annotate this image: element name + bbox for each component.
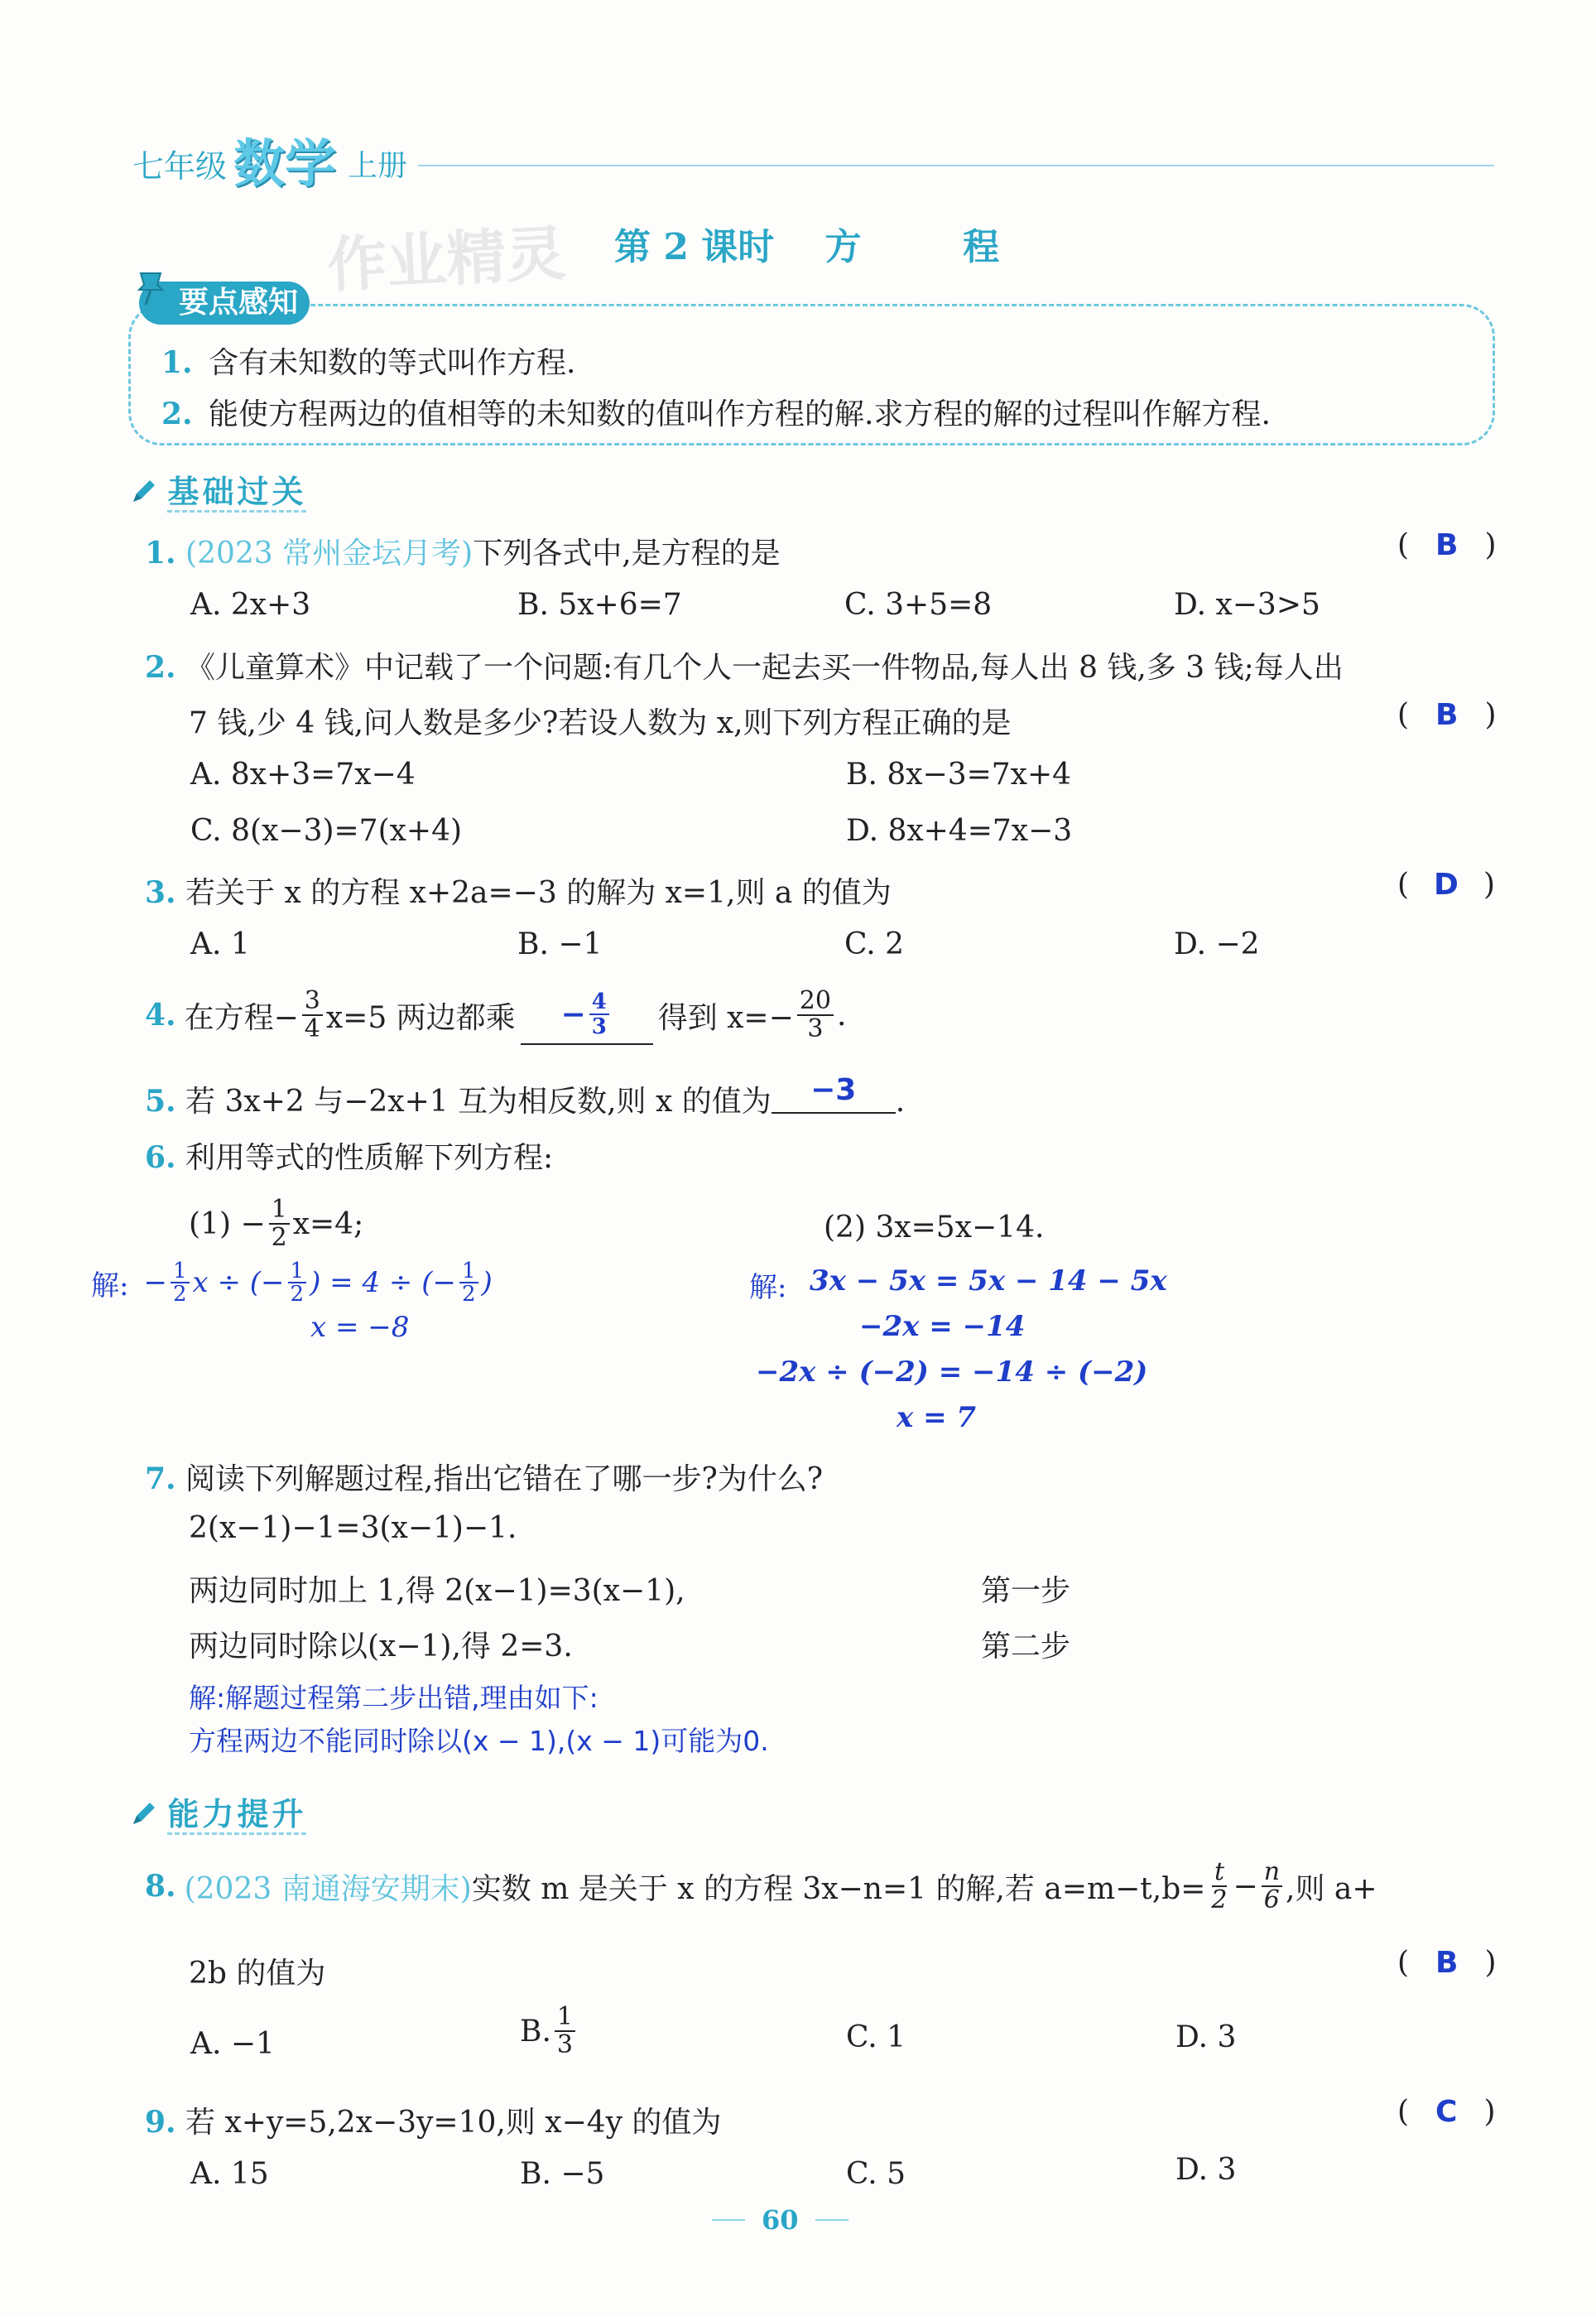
q6-solution-2-line1: 3x − 5x = 5x − 14 − 5x — [810, 1264, 1167, 1298]
q9-option-d: D. 3 — [1175, 2153, 1237, 2187]
grade-label: 七年级 — [132, 148, 228, 185]
basic-section-tag — [128, 466, 306, 514]
pencil-icon — [128, 1799, 158, 1837]
q1-option-b: B. 5x+6=7 — [517, 588, 682, 622]
q6-solution-2-line3: −2x ÷ (−2) = −14 ÷ (−2) — [756, 1355, 1148, 1389]
q7-solution-line2: 方程两边不能同时除以(x − 1),(x − 1)可能为0. — [189, 1725, 769, 1757]
answer-paren-8: ( B ) — [1397, 1946, 1497, 1980]
q7-equation: 2(x−1)−1=3(x−1)−1. — [189, 1511, 517, 1545]
q9-option-c: C. 5 — [846, 2157, 906, 2191]
lesson-title: 第 2 课时 方 程 — [614, 226, 1000, 268]
answer-paren-9: ( C ) — [1397, 2095, 1496, 2129]
footer-dash-left — [712, 2219, 745, 2221]
q8-option-a: A. −1 — [190, 2027, 275, 2061]
q8-option-d: D. 3 — [1175, 2020, 1237, 2054]
answer-paren-3: ( D ) — [1397, 868, 1495, 902]
q2-option-b: B. 8x−3=7x+4 — [846, 758, 1072, 792]
key-point-2: 2. 能使方程两边的值相等的未知数的值叫作方程的解.求方程的解的过程叫作解方程. — [161, 397, 1271, 431]
q6-solution-1: 解: − $\frac{1}{2}$ x ÷ (− $\frac{1}{2}$ ) = 4 ÷ (− $\frac{1}{2}$ ) — [91, 1259, 493, 1307]
q9-option-b: B. −5 — [520, 2157, 605, 2191]
question-9: 9. 若 x+y=5,2x−3y=10,则 x−4y 的值为 — [145, 2105, 722, 2140]
answer-paren-2: ( B ) — [1397, 698, 1497, 732]
page-footer — [712, 2204, 848, 2236]
question-2-line2: 7 钱,少 4 钱,问人数是多少?若设人数为 x,则下列方程正确的是 — [189, 706, 1012, 740]
question-4: 4. 在方程− $\frac{3}{4}$ x=5 两边都乘 − $\frac{4}{3}$ 得到 x=− $\frac{20}{3}$ . — [145, 986, 847, 1043]
key-point-1: 1. 含有未知数的等式叫作方程. — [161, 345, 576, 380]
q3-option-c: C. 2 — [844, 927, 905, 961]
subject-label: 数学 — [233, 133, 337, 194]
q1-option-c: C. 3+5=8 — [844, 588, 993, 622]
volume-label: 上册 — [348, 149, 408, 183]
answer-blank-5: −3 — [772, 1078, 896, 1114]
header-rule — [418, 165, 1494, 166]
q2-option-c: C. 8(x−3)=7(x+4) — [190, 814, 463, 848]
q7-step-2: 两边同时除以(x−1),得 2=3. — [189, 1630, 573, 1664]
q7-step-2-label: 第二步 — [981, 1630, 1071, 1664]
footer-dash-right — [815, 2219, 848, 2221]
q6-part-2: (2) 3x=5x−14. — [824, 1211, 1045, 1245]
q3-option-d: D. −2 — [1174, 927, 1260, 961]
q8-option-b: B. $\frac{1}{3}$ — [520, 2004, 579, 2058]
key-points-tag — [139, 282, 310, 325]
pencil-icon — [128, 477, 158, 514]
answer-blank-4: − $\frac{4}{3}$ — [521, 985, 653, 1045]
question-6: 6. 利用等式的性质解下列方程: — [145, 1140, 554, 1175]
question-3: 3. 若关于 x 的方程 x+2a=−3 的解为 x=1,则 a 的值为 — [145, 875, 892, 910]
q3-option-a: A. 1 — [190, 927, 250, 961]
key-points-tag-label: 要点感知 — [179, 286, 299, 320]
advanced-section-tag — [128, 1789, 306, 1837]
q1-option-d: D. x−3>5 — [1174, 588, 1320, 622]
question-source: (2023 常州金坛月考) — [185, 537, 474, 571]
q6-solution-2-line4: x = 7 — [897, 1401, 977, 1434]
fraction: $\frac{20}{3}$ — [797, 988, 834, 1042]
question-8: 8. (2023 南通海安期末) 实数 m 是关于 x 的方程 3x−n=1 的解,若 a=m−t,b= $\frac{t}{2}$ − $\frac{n}{6}$ ,则 a+ — [145, 1857, 1377, 1914]
fraction: $\frac{3}{4}$ — [302, 988, 323, 1042]
basic-section-label: 基础过关 — [167, 474, 306, 513]
q8-option-c: C. 1 — [846, 2020, 906, 2054]
q9-option-a: A. 15 — [190, 2157, 269, 2191]
q3-option-b: B. −1 — [517, 927, 603, 961]
q2-option-d: D. 8x+4=7x−3 — [846, 814, 1073, 848]
question-7: 7. 阅读下列解题过程,指出它错在了哪一步?为什么? — [145, 1461, 824, 1496]
q1-option-a: A. 2x+3 — [190, 588, 311, 622]
pin-icon — [134, 270, 167, 303]
q7-solution-line1: 解:解题过程第二步出错,理由如下: — [189, 1682, 598, 1714]
q6-solution-2-line2: −2x = −14 — [859, 1310, 1026, 1343]
question-1: 1. (2023 常州金坛月考)下列各式中,是方程的是 — [145, 536, 781, 571]
q6-solution-2-label: 解: — [749, 1271, 787, 1304]
q7-step-1: 两边同时加上 1,得 2(x−1)=3(x−1), — [189, 1574, 685, 1608]
question-5: 5. 若 3x+2 与−2x+1 互为相反数,则 x 的值为 −3 . — [145, 1073, 906, 1119]
question-8-line2: 2b 的值为 — [189, 1957, 326, 1991]
q2-option-a: A. 8x+3=7x−4 — [190, 758, 416, 792]
advanced-section-label: 能力提升 — [167, 1796, 306, 1835]
answer-paren-1: ( B ) — [1397, 528, 1497, 562]
q6-solution-1-line2: x = −8 — [310, 1311, 410, 1344]
question-2: 2. 《儿童算术》中记载了一个问题:有几个人一起去买一件物品,每人出 8 钱,多 3 钱;每人出 — [145, 650, 1344, 685]
watermark-logo: 作业精灵 — [325, 218, 568, 301]
q6-part-1: (1) − $\frac{1}{2}$ x=4; — [189, 1195, 364, 1252]
page-number: 60 — [762, 2204, 799, 2236]
q7-step-1-label: 第一步 — [981, 1574, 1071, 1608]
question-source: (2023 南通海安期末) — [184, 1871, 472, 1906]
